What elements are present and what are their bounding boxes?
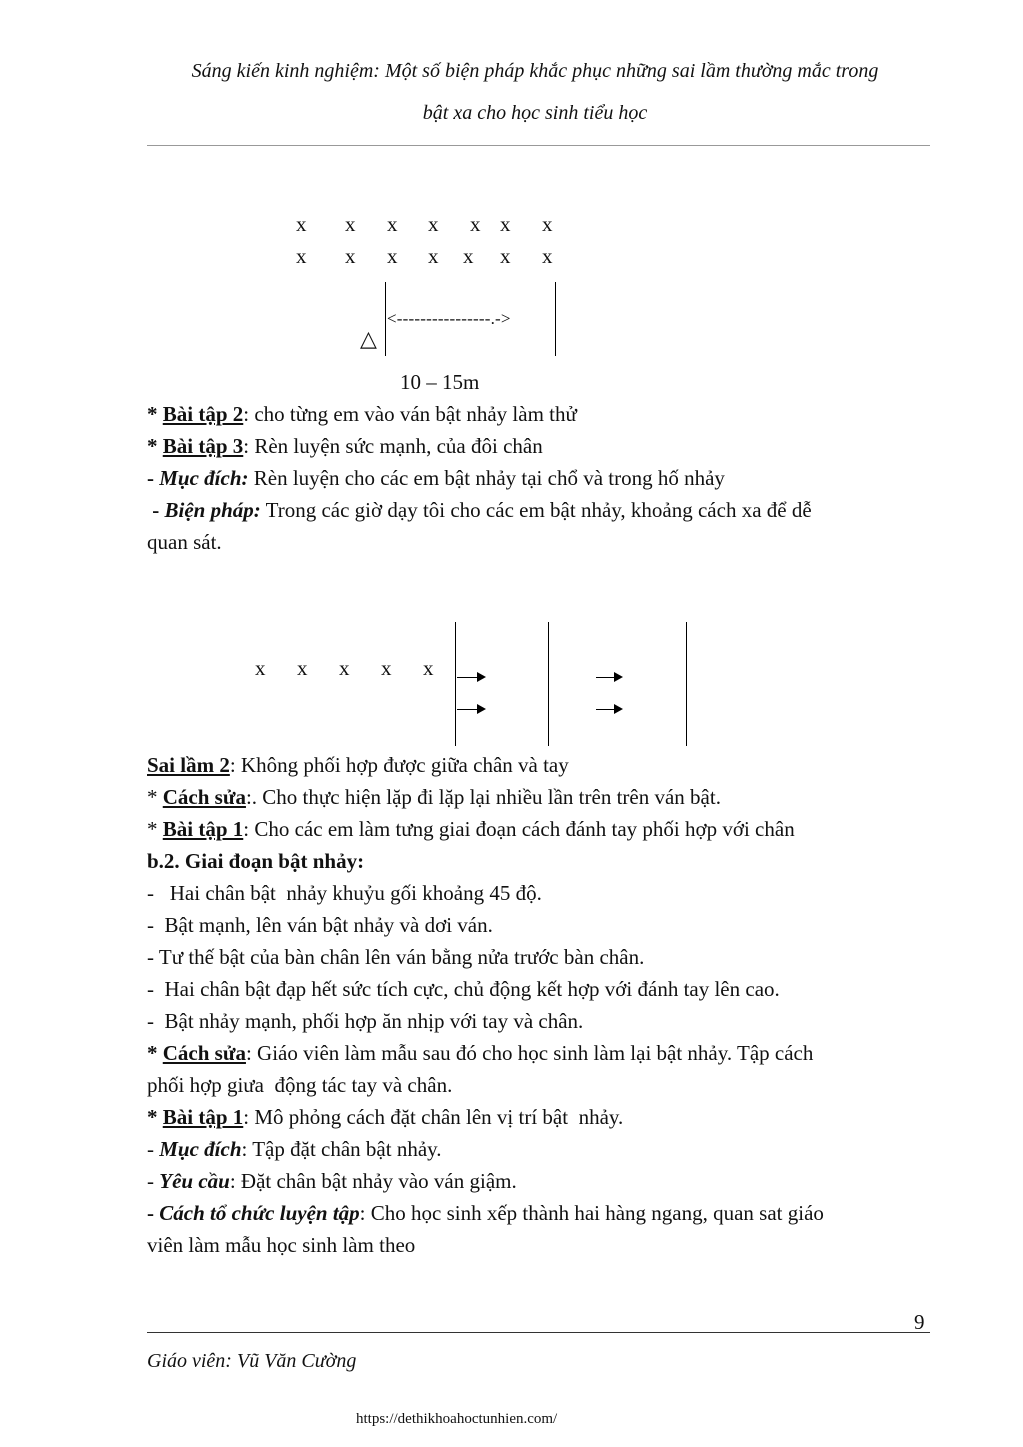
bullet-line: - Tư thế bật của bàn chân lên ván bằng nửa trước bàn chân. bbox=[147, 945, 645, 969]
organization-line: - Cách tổ chức luyện tập: Cho học sinh xếp thành hai hàng ngang, quan sat giáo bbox=[147, 1201, 824, 1225]
header-line-2: bật xa cho học sinh tiểu học bbox=[422, 102, 648, 124]
exercise-3-line: * Bài tập 3: Rèn luyện sức mạnh, của đôi chân bbox=[147, 434, 543, 458]
exercise-2-line: * Bài tập 2: cho từng em vào ván bật nhảy làm thử bbox=[147, 402, 577, 426]
teacher-name: Giáo viên: Vũ Văn Cường bbox=[147, 1350, 357, 1372]
page-number: 9 bbox=[914, 1310, 925, 1334]
distance-arrow: <----------------.-> bbox=[387, 309, 511, 328]
requirement-line: - Yêu cầu: Đặt chân bật nhảy vào ván giậm. bbox=[147, 1169, 517, 1193]
student-mark: x bbox=[345, 212, 356, 236]
method-line: - Biện pháp: Trong các giờ dạy tôi cho các em bật nhảy, khoảng cách xa để dễ bbox=[147, 498, 812, 522]
purpose-line-2: - Mục đích: Tập đặt chân bật nhảy. bbox=[147, 1137, 442, 1161]
student-mark: x bbox=[542, 244, 553, 268]
student-mark: x bbox=[428, 244, 439, 268]
lane-line-1 bbox=[455, 622, 456, 746]
header-line-1: Sáng kiến kinh nghiệm: Một số biện pháp khắc phục những sai lầm thường mắc trong bbox=[191, 60, 879, 82]
bullet-line: - Bật mạnh, lên ván bật nhảy và dơi ván. bbox=[147, 913, 493, 937]
student-mark: x bbox=[542, 212, 553, 236]
bullet-line: - Hai chân bật nhảy khuỷu gối khoảng 45 độ. bbox=[147, 881, 542, 905]
organization-line-cont: viên làm mẫu học sinh làm theo bbox=[147, 1233, 416, 1257]
student-mark: x bbox=[387, 212, 398, 236]
student-mark: x bbox=[470, 212, 481, 236]
student-mark: x bbox=[500, 244, 511, 268]
lane-line-2 bbox=[548, 622, 549, 746]
student-mark: x bbox=[339, 656, 350, 680]
fix-line: * Cách sửa:. Cho thực hiện lặp đi lặp lại nhiều lần trên trên ván bật. bbox=[147, 785, 721, 809]
exercise-1-line: * Bài tập 1: Cho các em làm tưng giai đoạn cách đánh tay phối hợp với chân bbox=[147, 817, 795, 841]
arrow-right-icon bbox=[596, 709, 621, 710]
footer-rule bbox=[147, 1332, 930, 1333]
fix-line-2-cont: phối hợp giưa động tác tay và chân. bbox=[147, 1073, 453, 1097]
bullet-line: - Bật nhảy mạnh, phối hợp ăn nhịp với tay và chân. bbox=[147, 1009, 584, 1033]
lane-line-3 bbox=[686, 622, 687, 746]
student-mark: x bbox=[428, 212, 439, 236]
student-mark: x bbox=[296, 212, 307, 236]
exercise-1b-line: * Bài tập 1: Mô phỏng cách đặt chân lên vị trí bật nhảy. bbox=[147, 1105, 624, 1129]
arrow-right-icon bbox=[457, 677, 484, 678]
student-mark: x bbox=[500, 212, 511, 236]
header-rule bbox=[147, 145, 930, 146]
fix-line-2: * Cách sửa: Giáo viên làm mẫu sau đó cho học sinh làm lại bật nhảy. Tập cách bbox=[147, 1041, 814, 1065]
mistake-2-line: Sai lầm 2: Không phối hợp được giữa chân và tay bbox=[147, 753, 569, 777]
section-heading: b.2. Giai đoạn bật nhảy: bbox=[147, 849, 365, 873]
student-mark: x bbox=[423, 656, 434, 680]
source-url-link[interactable]: https://dethikhoahoctunhien.com/ bbox=[356, 1411, 558, 1427]
student-mark: x bbox=[381, 656, 392, 680]
bullet-line: - Hai chân bật đạp hết sức tích cực, chủ động kết hợp với đánh tay lên cao. bbox=[147, 977, 780, 1001]
student-mark: x bbox=[345, 244, 356, 268]
student-mark: x bbox=[387, 244, 398, 268]
student-mark: x bbox=[297, 656, 308, 680]
purpose-line: - Mục đích: Rèn luyện cho các em bật nhảy tại chổ và trong hố nhảy bbox=[147, 466, 725, 490]
student-mark: x bbox=[296, 244, 307, 268]
student-mark: x bbox=[463, 244, 474, 268]
teacher-triangle-icon: △ bbox=[360, 326, 377, 351]
method-line-cont: quan sát. bbox=[147, 530, 222, 554]
start-line bbox=[385, 282, 386, 356]
arrow-right-icon bbox=[596, 677, 621, 678]
finish-line bbox=[555, 282, 556, 356]
distance-label: 10 – 15m bbox=[400, 370, 480, 394]
student-mark: x bbox=[255, 656, 266, 680]
arrow-right-icon bbox=[457, 709, 484, 710]
